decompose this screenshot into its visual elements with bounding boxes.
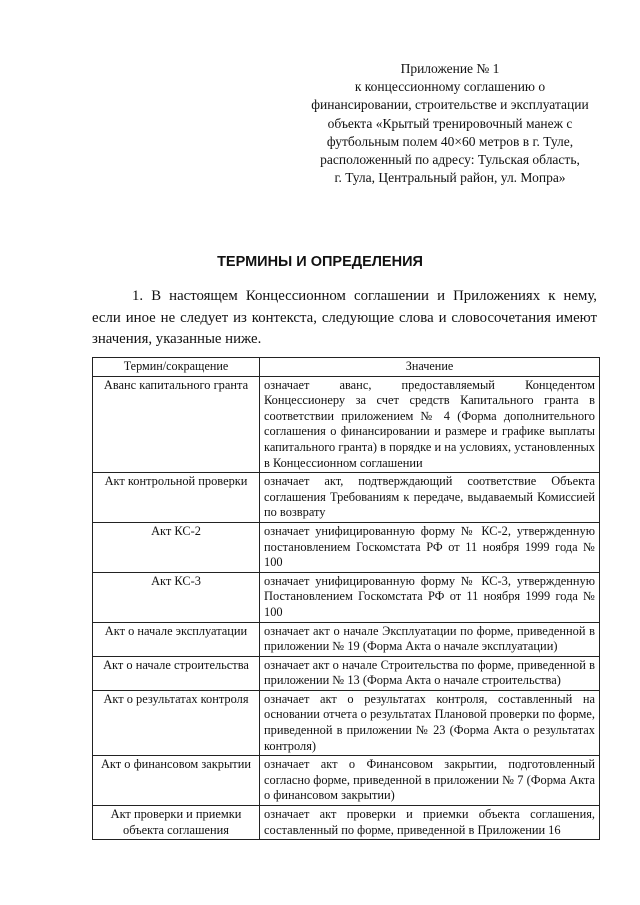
table-row	[93, 656, 600, 690]
table-row	[93, 376, 600, 473]
value-cell: означает акт, подтверждающий соответствие Объекта соглашения Требованиям к передаче, выдаваемый Комиссией по возврату	[260, 473, 600, 523]
table-row	[93, 806, 600, 840]
value-cell: означает акт о начале Эксплуатации по форме, приведенной в приложении № 19 (Форма Акта о начале эксплуатации)	[260, 622, 600, 656]
value-cell: означает акт о результатах контроля, составленный на основании отчета о результатах Плановой проверки по форме, приведенной в приложении № 23 (Форма Акта о результатах контроля)	[260, 690, 600, 755]
table-row	[93, 522, 600, 572]
term-cell: Акт о результатах контроля	[93, 690, 260, 755]
section-title: ТЕРМИНЫ И ОПРЕДЕЛЕНИЯ	[217, 254, 423, 270]
term-cell: Акт о начале эксплуатации	[93, 622, 260, 656]
table-row	[93, 756, 600, 806]
term-cell: Акт контрольной проверки	[93, 473, 260, 523]
intro-line: если иное не следует из контекста, следующие слова и словосочетания имеют	[92, 309, 597, 326]
intro-line: значения, указанные ниже.	[92, 331, 262, 348]
column-header-term: Термин/сокращение	[93, 358, 260, 377]
appendix-line: Приложение № 1	[400, 61, 500, 76]
term-cell: Акт КС-2	[93, 522, 260, 572]
appendix-line: футбольным полем 40×60 метров в г. Туле,	[326, 133, 574, 149]
appendix-line: к концессионному соглашению о	[354, 79, 546, 95]
term-cell: Акт о финансовом закрытии	[93, 756, 260, 806]
value-cell: означает аванс, предоставляемый Концедентом Концессионеру за счет средств Капитального гранта в соответствии приложением № 4 (Форма дополнительного соглашения о финансировании и размере и графике выплаты капитального гранта) в порядке и на условиях, установленных в Концессионном соглашении	[260, 376, 600, 473]
appendix-line: финансировании, строительстве и эксплуатации	[311, 97, 589, 113]
value-cell: означает акт проверки и приемки объекта соглашения, составленный по форме, приведенной в Приложении 16	[260, 806, 600, 840]
value-cell: означает акт о начале Строительства по форме, приведенной в приложении № 13 (Форма Акта о начале строительства)	[260, 656, 600, 690]
table-row	[93, 572, 600, 622]
column-header-value: Значение	[260, 358, 600, 377]
value-cell: означает унифицированную форму № КС-3, утвержденную Постановлением Госкомстата РФ от 11 ноября 1999 года № 100	[260, 572, 600, 622]
intro-line: 1. В настоящем Концессионном соглашении и Приложениях к нему,	[132, 288, 597, 304]
table-header-row	[93, 358, 600, 377]
term-cell: Аванс капитального гранта	[93, 376, 260, 473]
appendix-line: объекта «Крытый тренировочный манеж с	[327, 115, 573, 131]
terms-table	[92, 357, 600, 840]
term-cell: Акт КС-3	[93, 572, 260, 622]
appendix-line: г. Тула, Центральный район, ул. Мопра»	[334, 170, 566, 186]
value-cell: означает унифицированную форму № КС-2, утвержденную постановлением Госкомстата РФ от 11 ноября 1999 года № 100	[260, 522, 600, 572]
appendix-line: расположенный по адресу: Тульская область,	[320, 152, 580, 168]
table-row	[93, 473, 600, 523]
table-row	[93, 622, 600, 656]
value-cell: означает акт о Финансовом закрытии, подготовленный согласно форме, приведенной в приложении № 7 (Форма Акта о финансовом закрытии)	[260, 756, 600, 806]
term-cell: Акт проверки и приемки объекта соглашения	[93, 806, 260, 840]
intro-paragraph	[92, 286, 597, 351]
table-row	[93, 690, 600, 755]
term-cell: Акт о начале строительства	[93, 656, 260, 690]
appendix-header	[300, 60, 600, 187]
